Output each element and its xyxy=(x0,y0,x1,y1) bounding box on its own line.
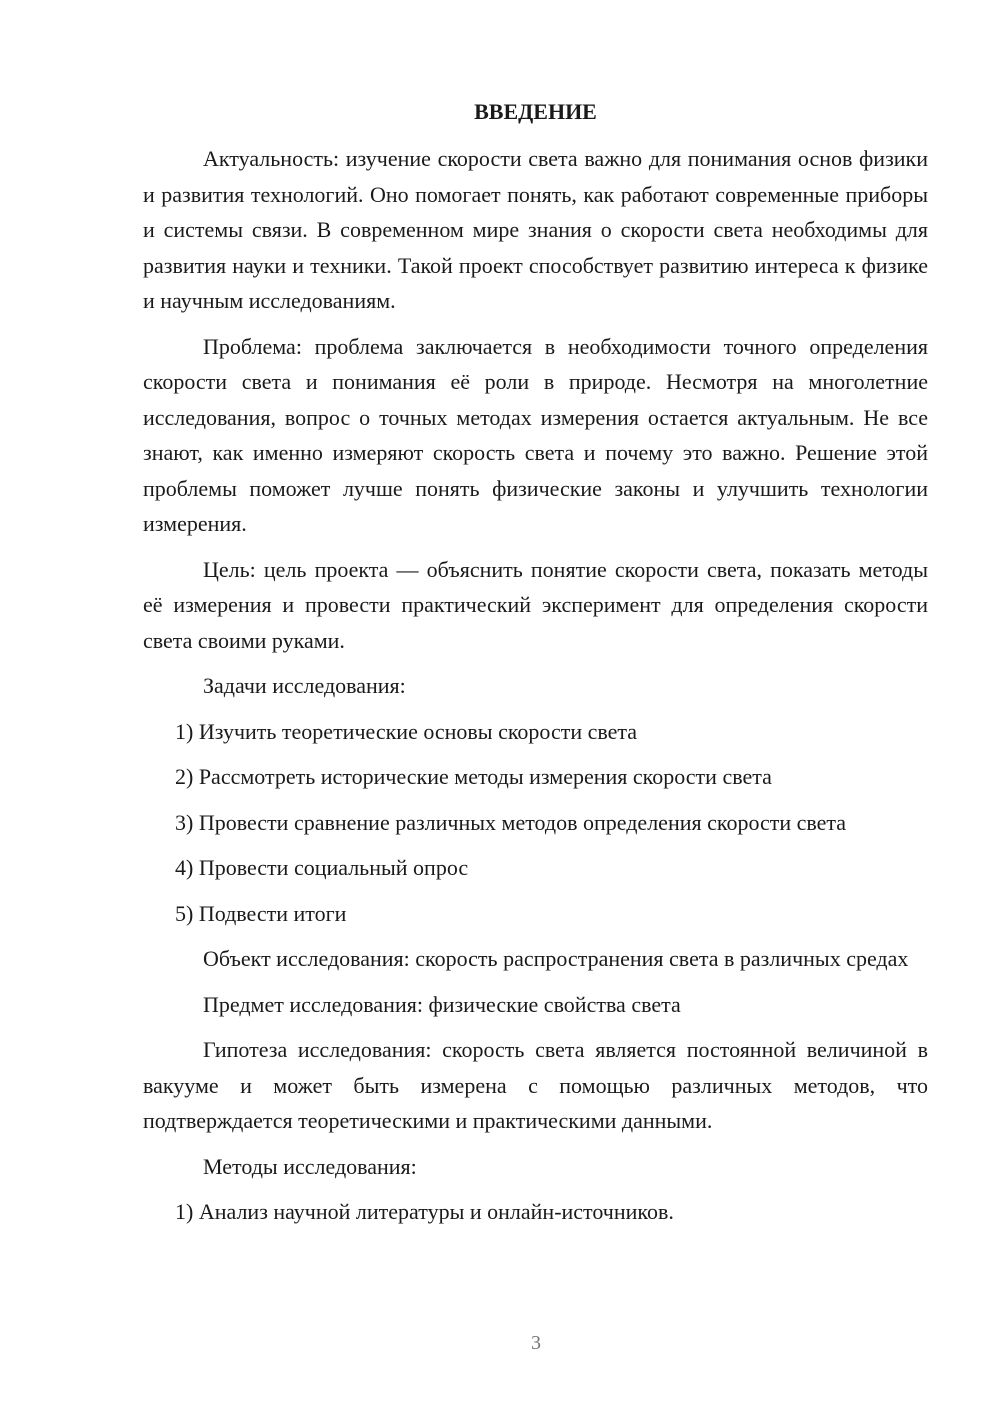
task-item-5: 5) Подвести итоги xyxy=(175,900,347,926)
methods-heading: Методы исследования: xyxy=(203,1153,417,1179)
page-number: 3 xyxy=(531,1332,541,1354)
object-paragraph: Объект исследования: скорость распространения света в различных средах xyxy=(203,946,909,971)
document-body xyxy=(143,141,928,1240)
hypothesis-paragraph: Гипотеза исследования: скорость света является постоянной величиной в вакууме и может быть измерена с помощью различных методов, что подтверждается теоретическими и практическими данными. xyxy=(143,1037,928,1133)
relevance-paragraph: Актуальность: изучение скорости света важно для понимания основ физики и развития технологий. Оно помогает понять, как работают современные приборы и системы связи. В современном мире знания о скорости света необходимы для развития науки и техники. Такой проект способствует развитию интереса к физике и научным исследованиям. xyxy=(143,146,928,313)
problem-paragraph: Проблема: проблема заключается в необходимости точного определения скорости света и понимания её роли в природе. Несмотря на многолетние исследования, вопрос о точных методах измерения остается актуальным. Не все знают, как именно измеряют скорость света и почему это важно. Решение этой проблемы поможет лучше понять физические законы и улучшить технологии измерения. xyxy=(143,333,928,536)
method-item-1: 1) Анализ научной литературы и онлайн-источников. xyxy=(175,1199,674,1224)
task-item-4: 4) Провести социальный опрос xyxy=(175,855,469,880)
subject-paragraph: Предмет исследования: физические свойства света xyxy=(203,991,681,1017)
section-title: ВВЕДЕНИЕ xyxy=(474,99,597,124)
task-item-3: 3) Провести сравнение различных методов определения скорости света xyxy=(175,809,847,835)
goal-paragraph: Цель: цель проекта — объяснить понятие скорости света, показать методы её измерения и провести практический эксперимент для определения скорости света своими руками. xyxy=(143,556,928,653)
task-item-1: 1) Изучить теоретические основы скорости света xyxy=(175,718,638,744)
tasks-heading: Задачи исследования: xyxy=(203,673,406,698)
task-item-2: 2) Рассмотреть исторические методы измерения скорости света xyxy=(175,764,772,789)
